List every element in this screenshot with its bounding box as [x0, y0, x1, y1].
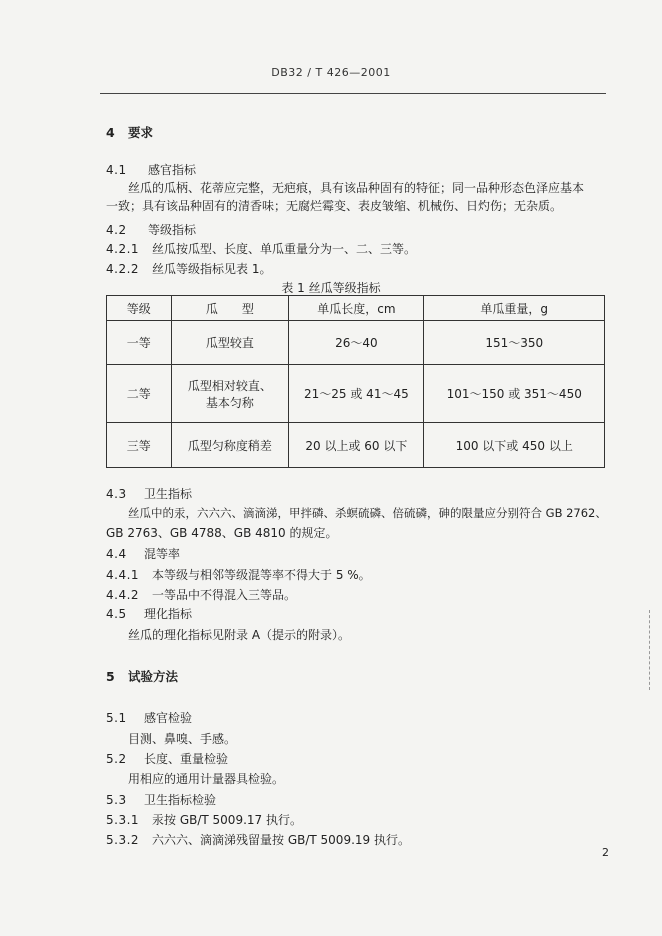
cell-weight: 151～350: [424, 321, 605, 365]
clause-4-5-text: 丝瓜的理化指标见附录 A（提示的附录）。: [128, 628, 351, 642]
clause-4-5-number: 4.5: [106, 607, 127, 621]
clause-5-1-title: 感官检验: [144, 711, 193, 725]
clause-5-2-text: 用相应的通用计量器具检验。: [128, 772, 285, 786]
cell-grade: 一等: [107, 321, 172, 365]
clause-5-2-number: 5.2: [106, 752, 127, 766]
clause-4-3-text-line1: 丝瓜中的汞，六六六、滴滴涕，甲拌磷、杀螟硫磷、倍硫磷，砷的限量应分别符合 GB 2762、: [128, 506, 607, 520]
cell-shape-line1: 瓜型相对较直、: [187, 378, 272, 393]
scan-edge-mark: [649, 610, 658, 690]
clause-4-1-title: 感官指标: [148, 163, 197, 177]
header-shape: 瓜 型: [171, 296, 289, 321]
table-row: [107, 423, 605, 468]
cell-length: 26～40: [289, 321, 424, 365]
clause-5-1-number: 5.1: [106, 711, 127, 725]
clause-4-3-title: 卫生指标: [144, 487, 193, 501]
clause-5-3-1-number: 5.3.1: [106, 813, 140, 827]
cell-length: 21～25 或 41～45: [289, 365, 424, 423]
grade-table: [106, 295, 605, 468]
table-row: [107, 365, 605, 423]
standard-code-header: DB32 / T 426—2001: [271, 66, 391, 79]
clause-4-1-number: 4.1: [106, 163, 127, 177]
clause-4-1-text-line2: 一致；具有该品种固有的清香味；无腐烂霉变、表皮皱缩、机械伤、日灼伤；无杂质。: [106, 199, 563, 213]
clause-5-3-2-text: 六六六、滴滴涕残留量按 GB/T 5009.19 执行。: [152, 833, 410, 847]
clause-4-4-1-number: 4.4.1: [106, 568, 140, 582]
clause-4-4-1-text: 本等级与相邻等级混等率不得大于 5 %。: [152, 568, 371, 582]
page-number: 2: [602, 846, 609, 859]
clause-5-3-1-text: 汞按 GB/T 5009.17 执行。: [152, 813, 302, 827]
clause-4-1-text-line1: 丝瓜的瓜柄、花蒂应完整，无疤痕，具有该品种固有的特征；同一品种形态色泽应基本: [128, 181, 585, 195]
clause-5-2-title: 长度、重量检验: [144, 752, 229, 766]
clause-5-3-number: 5.3: [106, 793, 127, 807]
clause-4-2-2-number: 4.2.2: [106, 262, 140, 276]
clause-4-3-text-line2: GB 2763、GB 4788、GB 4810 的规定。: [106, 526, 338, 540]
clause-5-3-title: 卫生指标检验: [144, 793, 217, 807]
clause-4-2-number: 4.2: [106, 223, 127, 237]
clause-4-2-1-number: 4.2.1: [106, 242, 140, 256]
cell-length: 20 以上或 60 以下: [289, 423, 424, 468]
header-weight: 单瓜重量，g: [424, 296, 605, 321]
header-grade: 等级: [107, 296, 172, 321]
clause-4-2-title: 等级指标: [148, 223, 197, 237]
cell-shape: 瓜型匀称度稍差: [171, 423, 289, 468]
clause-4-4-title: 混等率: [144, 547, 181, 561]
header-rule: [100, 93, 606, 94]
cell-grade: 三等: [107, 423, 172, 468]
table-row: [107, 321, 605, 365]
section-4-number: 4: [106, 125, 115, 140]
clause-5-1-text: 目测、鼻嗅、手感。: [128, 732, 237, 746]
cell-weight: 101～150 或 351～450: [424, 365, 605, 423]
cell-shape-line2: 基本匀称: [205, 395, 254, 410]
section-4-title: 要求: [128, 125, 154, 140]
section-5-title: 试验方法: [128, 669, 179, 684]
cell-shape: [171, 365, 289, 423]
table-1-caption: 表 1 丝瓜等级指标: [281, 281, 381, 295]
clause-4-5-title: 理化指标: [144, 607, 193, 621]
clause-4-2-1-text: 丝瓜按瓜型、长度、单瓜重量分为一、二、三等。: [152, 242, 417, 256]
header-length: 单瓜长度，cm: [289, 296, 424, 321]
clause-5-3-2-number: 5.3.2: [106, 833, 140, 847]
clause-4-4-number: 4.4: [106, 547, 127, 561]
clause-4-4-2-number: 4.4.2: [106, 588, 140, 602]
clause-4-4-2-text: 一等品中不得混入三等品。: [152, 588, 297, 602]
clause-4-3-number: 4.3: [106, 487, 127, 501]
table-header-row: [107, 296, 605, 321]
cell-weight: 100 以下或 450 以上: [424, 423, 605, 468]
cell-grade: 二等: [107, 365, 172, 423]
cell-shape: 瓜型较直: [171, 321, 289, 365]
clause-4-2-2-text: 丝瓜等级指标见表 1。: [152, 262, 272, 276]
section-5-number: 5: [106, 669, 115, 684]
